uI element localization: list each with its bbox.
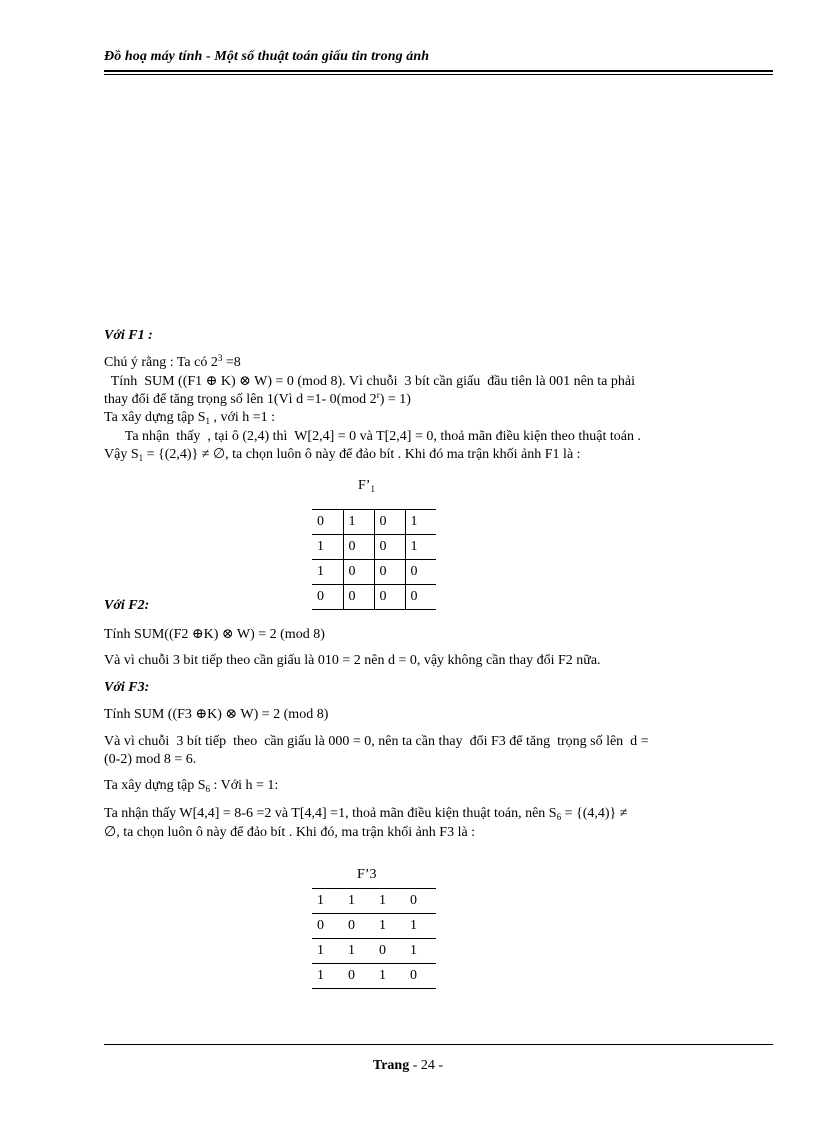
f1-matrix-cell: 1 xyxy=(312,560,343,585)
f1-line-4: Ta nhận thấy , tại ô (2,4) thì W[2,4] = 0 và T[2,4] = 0, thoả mãn điều kiện theo thuật toán . xyxy=(104,429,641,444)
f3-line-5: Ta nhận thấy W[4,4] = 8-6 =2 và T[4,4] =1, thoả mãn điều kiện thuật toán, nên $S_6 = \{(4,4)\}$ ≠ xyxy=(104,806,628,822)
f1-matrix-cell: 0 xyxy=(405,585,436,610)
f1-matrix-cell: 0 xyxy=(405,560,436,585)
f1-matrix-cell: 0 xyxy=(312,585,343,610)
f2-heading: Với F2: xyxy=(104,598,150,613)
f1-matrix-row xyxy=(312,560,436,585)
f3-matrix-cell: 0 xyxy=(405,889,436,914)
f1-matrix-cell: 1 xyxy=(343,510,374,535)
page-footer: Trang - 24 - xyxy=(372,1058,444,1073)
f1-matrix-cell: 1 xyxy=(405,535,436,560)
f1-matrix-cell: 0 xyxy=(374,560,405,585)
f1-matrix-row xyxy=(312,535,436,560)
f1-matrix-cell: 0 xyxy=(343,560,374,585)
f3-matrix-cell: 1 xyxy=(312,964,343,989)
f1-matrix-cell: 0 xyxy=(374,535,405,560)
page-header-title: Đồ hoạ máy tính - Một số thuật toán giấu tin trong ảnh xyxy=(104,49,430,64)
f1-line-2: thay đổi để tăng trọng số lên 1(Vì d =1- 0(mod $2^r) = 1$) xyxy=(104,390,411,407)
f1-matrix-row xyxy=(312,510,436,535)
f3-matrix-row xyxy=(312,914,436,939)
f3-matrix-row xyxy=(312,964,436,989)
f2-line-2: Và vì chuỗi 3 bit tiếp theo cần giấu là 010 = 2 nên d = 0, vậy không cần thay đổi F2 nữa. xyxy=(104,653,601,668)
f3-matrix-table xyxy=(312,888,436,989)
f1-matrix-cell: 0 xyxy=(374,585,405,610)
f3-line-2: Và vì chuỗi 3 bít tiếp theo cần giấu là 000 = 0, nên ta cần thay đổi F3 để tăng trọng số lên d = xyxy=(104,734,649,749)
f1-line-5: Vậy $S_1 = \{(2,4)\}$ ≠ ∅, ta chọn luôn ô này để đảo bít . Khi đó ma trận khối ảnh F1 là : xyxy=(104,447,581,463)
f3-matrix-cell: 1 xyxy=(374,914,405,939)
f1-note: Chú ý rằng : Ta có $2^3 =8$ xyxy=(104,353,241,370)
f3-line-6: ∅, ta chọn luôn ô này để đảo bít . Khi đó, ma trận khối ảnh F3 là : xyxy=(104,825,476,840)
f1-matrix-cell: 0 xyxy=(374,510,405,535)
f3-line-1: Tính SUM ((F3 ⊕K) ⊗ W) = 2 (mod 8) xyxy=(104,707,329,722)
f3-matrix-cell: 1 xyxy=(405,914,436,939)
f1-line-3: Ta xây dựng tập $S_1$ , với h =1 : xyxy=(104,410,276,426)
f3-line-3: (0-2) mod 8 = 6. xyxy=(104,752,197,767)
f1-matrix-cell: 1 xyxy=(405,510,436,535)
f3-matrix-cell: 1 xyxy=(374,889,405,914)
f1-matrix-label: $F’_1$ xyxy=(358,478,375,494)
f3-matrix-row xyxy=(312,889,436,914)
f1-matrix-cell: 0 xyxy=(343,535,374,560)
f3-matrix-label: F’3 xyxy=(357,867,377,882)
f3-line-4: Ta xây dựng tập $S_6$ : Với h = 1: xyxy=(104,778,279,794)
f3-heading: Với F3: xyxy=(104,680,150,695)
f3-matrix-cell: 0 xyxy=(343,964,374,989)
f1-line-1: Tính SUM ((F1 ⊕ K) ⊗ W) = 0 (mod 8). Vì chuỗi 3 bít cần giấu đầu tiên là 001 nên ta phải xyxy=(104,374,636,389)
f3-matrix-row xyxy=(312,939,436,964)
f3-matrix-cell: 1 xyxy=(405,939,436,964)
f3-matrix-cell: 1 xyxy=(312,889,343,914)
f3-matrix-cell: 0 xyxy=(374,939,405,964)
header-rule-thick xyxy=(104,70,773,72)
f3-matrix-cell: 0 xyxy=(312,914,343,939)
f1-matrix-cell: 0 xyxy=(343,585,374,610)
f1-heading: Với F1 : xyxy=(104,328,153,343)
f3-matrix-cell: 0 xyxy=(343,914,374,939)
f1-matrix-cell: 1 xyxy=(312,535,343,560)
header-rule-thin xyxy=(104,74,773,75)
f1-matrix-cell: 0 xyxy=(312,510,343,535)
f3-matrix-cell: 1 xyxy=(343,939,374,964)
f3-matrix-cell: 1 xyxy=(312,939,343,964)
f3-matrix-cell: 1 xyxy=(374,964,405,989)
f3-matrix-cell: 1 xyxy=(343,889,374,914)
f3-matrix-cell: 0 xyxy=(405,964,436,989)
f1-matrix-table xyxy=(312,509,436,610)
f2-line-1: Tính SUM((F2 ⊕K) ⊗ W) = 2 (mod 8) xyxy=(104,627,325,642)
footer-rule xyxy=(104,1044,773,1045)
